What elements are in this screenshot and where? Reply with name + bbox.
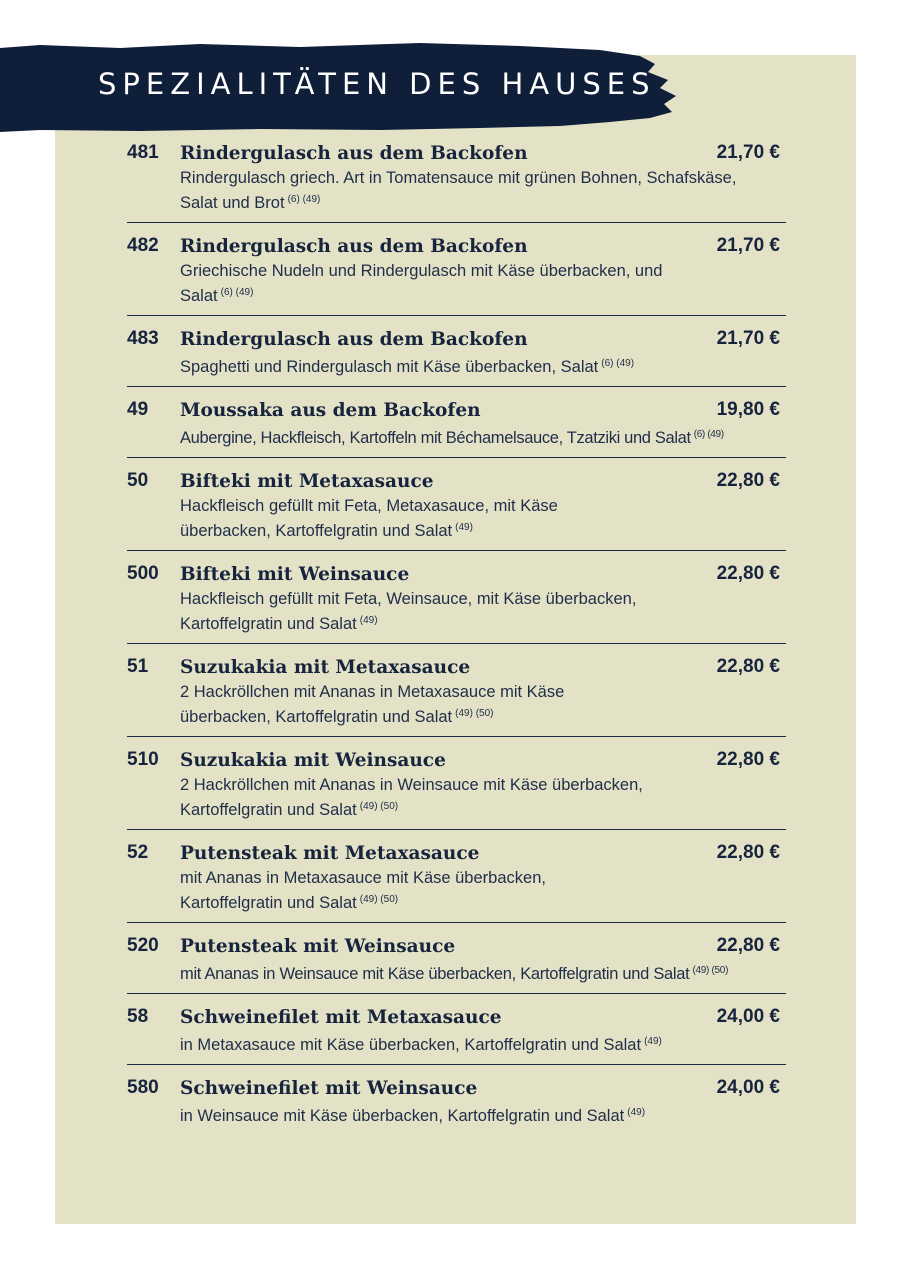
item-description-line: [180, 424, 780, 449]
menu-item: [127, 1076, 786, 1135]
item-name: Rindergulasch aus dem Backofen: [180, 329, 528, 350]
item-price: 21,70 €: [716, 235, 780, 256]
menu-item: [127, 841, 786, 923]
item-price: 22,80 €: [716, 935, 780, 956]
item-number: 51: [127, 656, 149, 677]
item-number: 50: [127, 470, 149, 491]
item-description-line: [180, 774, 680, 821]
item-name: Bifteki mit Weinsauce: [180, 564, 410, 585]
item-description: Aubergine, Hackfleisch, Kartoffeln mit Béchamelsauce, Tzatziki und Salat: [180, 429, 691, 447]
menu-item: [127, 469, 786, 551]
item-allergens: (6) (49): [287, 194, 321, 205]
item-allergens: (6) (49): [601, 358, 635, 369]
title-banner: [0, 42, 680, 134]
menu-item: [127, 562, 786, 644]
item-description: mit Ananas in Metaxasauce mit Käse überbacken, Kartoffelgratin und Salat: [180, 869, 546, 912]
item-description: Spaghetti und Rindergulasch mit Käse überbacken, Salat: [180, 358, 599, 376]
item-description: Hackfleisch gefüllt mit Feta, Weinsauce, mit Käse überbacken, Kartoffelgratin und Salat: [180, 590, 637, 633]
item-number: 52: [127, 842, 149, 863]
item-description: 2 Hackröllchen mit Ananas in Metaxasauce mit Käse überbacken, Kartoffelgratin und Salat: [180, 683, 565, 726]
item-number: 482: [127, 235, 159, 256]
item-number: 520: [127, 935, 159, 956]
menu-list: [127, 141, 786, 1146]
item-description-line: [180, 1031, 780, 1056]
item-allergens: (49): [359, 615, 378, 626]
item-allergens: (49): [627, 1107, 646, 1118]
menu-item: [127, 655, 786, 737]
item-name: Schweinefilet mit Metaxasauce: [180, 1007, 502, 1028]
item-description: Griechische Nudeln und Rindergulasch mit Käse überbacken, und Salat: [180, 262, 663, 305]
item-number: 580: [127, 1077, 159, 1098]
item-description-line: [180, 495, 600, 542]
page-title: SPEZIALITÄTEN DES HAUSES: [98, 67, 656, 101]
item-price: 22,80 €: [716, 563, 780, 584]
item-description-line: [180, 867, 580, 914]
item-price: 22,80 €: [716, 842, 780, 863]
item-description-line: [180, 167, 740, 214]
item-description-line: [180, 260, 670, 307]
item-description-line: [180, 960, 780, 985]
item-number: 510: [127, 749, 159, 770]
item-number: 58: [127, 1006, 149, 1027]
item-price: 24,00 €: [716, 1077, 780, 1098]
item-description-line: [180, 681, 610, 728]
item-description-line: [180, 588, 680, 635]
item-allergens: (6) (49): [693, 429, 724, 440]
item-name: Rindergulasch aus dem Backofen: [180, 143, 528, 164]
item-description-line: [180, 1102, 780, 1127]
item-number: 483: [127, 328, 159, 349]
item-description-line: [180, 353, 780, 378]
menu-item: [127, 1005, 786, 1065]
item-description: in Weinsauce mit Käse überbacken, Kartoffelgratin und Salat: [180, 1107, 625, 1125]
item-number: 500: [127, 563, 159, 584]
item-allergens: (49): [644, 1036, 662, 1047]
item-price: 24,00 €: [716, 1006, 780, 1027]
item-name: Schweinefilet mit Weinsauce: [180, 1078, 478, 1099]
item-name: Rindergulasch aus dem Backofen: [180, 236, 528, 257]
item-description: in Metaxasauce mit Käse überbacken, Kartoffelgratin und Salat: [180, 1036, 642, 1054]
item-allergens: (49) (50): [359, 894, 399, 905]
menu-item: [127, 748, 786, 830]
menu-item: [127, 327, 786, 387]
menu-item: [127, 398, 786, 458]
item-price: 21,70 €: [716, 328, 780, 349]
item-name: Suzukakia mit Weinsauce: [180, 750, 446, 771]
menu-item: [127, 934, 786, 994]
item-name: Putensteak mit Weinsauce: [180, 936, 456, 957]
item-allergens: (49) (50): [455, 708, 494, 719]
item-description: 2 Hackröllchen mit Ananas in Weinsauce mit Käse überbacken, Kartoffelgratin und Salat: [180, 776, 643, 819]
item-name: Bifteki mit Metaxasauce: [180, 471, 434, 492]
item-price: 22,80 €: [716, 749, 780, 770]
menu-item: [127, 234, 786, 316]
item-name: Moussaka aus dem Backofen: [180, 400, 481, 421]
item-allergens: (6) (49): [220, 287, 254, 298]
item-price: 22,80 €: [716, 656, 780, 677]
item-allergens: (49): [455, 522, 473, 533]
item-name: Suzukakia mit Metaxasauce: [180, 657, 471, 678]
item-description: mit Ananas in Weinsauce mit Käse überbacken, Kartoffelgratin und Salat: [180, 965, 690, 983]
item-price: 21,70 €: [716, 142, 780, 163]
item-allergens: (49) (50): [692, 965, 729, 976]
item-description: Hackfleisch gefüllt mit Feta, Metaxasauce, mit Käse überbacken, Kartoffelgratin und Salat: [180, 497, 558, 540]
item-allergens: (49) (50): [359, 801, 399, 812]
item-description: Rindergulasch griech. Art in Tomatensauce mit grünen Bohnen, Schafskäse, Salat und Brot: [180, 169, 737, 212]
item-number: 481: [127, 142, 159, 163]
item-name: Putensteak mit Metaxasauce: [180, 843, 480, 864]
item-price: 22,80 €: [716, 470, 780, 491]
menu-item: [127, 141, 786, 223]
item-price: 19,80 €: [716, 399, 780, 420]
item-number: 49: [127, 399, 149, 420]
